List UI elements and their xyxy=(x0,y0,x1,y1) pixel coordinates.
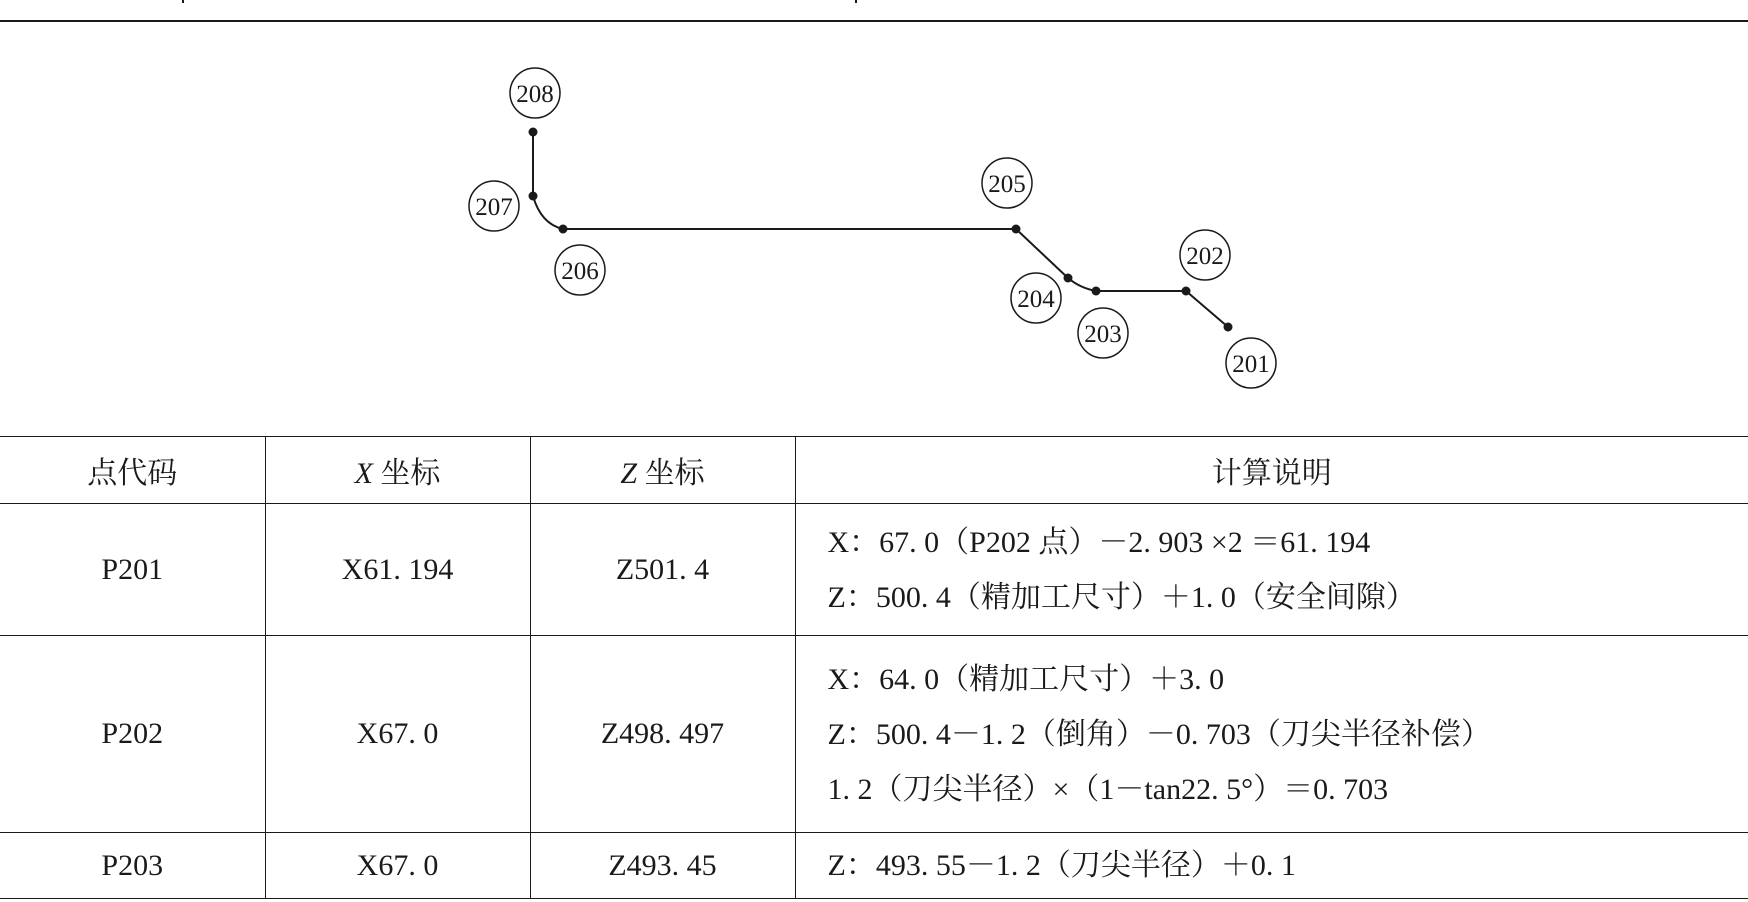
tool-path xyxy=(533,132,1228,327)
calc-line: Z：500. 4（精加工尺寸）＋1. 0（安全间隙） xyxy=(827,580,1416,614)
table-header xyxy=(0,437,1748,504)
point-206 xyxy=(559,225,568,234)
cell-z-value: Z501. 4 xyxy=(530,504,795,636)
point-202 xyxy=(1182,287,1191,296)
calc-line: X：64. 0（精加工尺寸）＋3. 0 xyxy=(827,662,1225,696)
label-204 xyxy=(1011,273,1061,323)
cell-calculation xyxy=(795,636,1748,833)
calc-line: Z：493. 55－1. 2（刀尖半径）＋0. 1 xyxy=(827,849,1296,882)
svg-text:204: 204 xyxy=(1017,286,1055,313)
header-z-variable: Z xyxy=(620,457,638,490)
table-row xyxy=(0,833,1748,899)
svg-text:207: 207 xyxy=(475,194,513,221)
point-207 xyxy=(529,192,538,201)
header-calculation: 计算说明 xyxy=(795,437,1748,504)
label-201 xyxy=(1226,338,1276,388)
coordinate-table xyxy=(0,436,1748,899)
label-206 xyxy=(555,245,605,295)
point-203 xyxy=(1092,287,1101,296)
svg-text:201: 201 xyxy=(1232,351,1270,378)
svg-text:203: 203 xyxy=(1084,321,1122,348)
cell-point-code: P203 xyxy=(0,833,265,899)
path-segment-201-202 xyxy=(1186,291,1228,327)
header-z-coordinate xyxy=(530,437,795,504)
cell-calculation xyxy=(795,833,1748,899)
cell-point-code: P201 xyxy=(0,504,265,636)
label-202 xyxy=(1180,230,1230,280)
path-arc-203-204 xyxy=(1068,278,1096,291)
cell-point-code: P202 xyxy=(0,636,265,833)
svg-text:202: 202 xyxy=(1186,243,1224,270)
header-z-text: 坐标 xyxy=(637,457,705,490)
label-205 xyxy=(982,158,1032,208)
cell-x-value: X67. 0 xyxy=(265,833,530,899)
calc-line: X：67. 0（P202 点）－2. 903 ×2 ＝61. 194 xyxy=(827,525,1371,559)
svg-text:206: 206 xyxy=(561,258,599,285)
point-205 xyxy=(1012,225,1021,234)
label-208 xyxy=(510,68,560,118)
calc-line: Z：500. 4－1. 2（倒角）－0. 703（刀尖半径补偿） xyxy=(827,717,1491,751)
cell-x-value: X61. 194 xyxy=(265,504,530,636)
tool-path-diagram xyxy=(0,0,1748,440)
header-point-code: 点代码 xyxy=(0,437,265,504)
header-x-text: 坐标 xyxy=(372,457,441,490)
point-204 xyxy=(1064,274,1073,283)
path-arc-206-207 xyxy=(533,196,563,229)
header-row xyxy=(0,437,1748,504)
calc-line: 1. 2（刀尖半径）×（1－tan22. 5°）＝0. 703 xyxy=(827,772,1389,806)
cell-x-value: X67. 0 xyxy=(265,636,530,833)
point-201 xyxy=(1224,323,1233,332)
cell-z-value: Z498. 497 xyxy=(530,636,795,833)
point-208 xyxy=(529,128,538,137)
cell-z-value: Z493. 45 xyxy=(530,833,795,899)
path-segment-204-205 xyxy=(1016,229,1068,278)
svg-text:208: 208 xyxy=(516,81,554,108)
cell-calculation xyxy=(795,504,1748,636)
label-203 xyxy=(1078,308,1128,358)
label-207 xyxy=(469,181,519,231)
svg-text:205: 205 xyxy=(988,171,1026,198)
header-x-variable: X xyxy=(354,457,373,490)
header-x-coordinate xyxy=(265,437,530,504)
table-row xyxy=(0,504,1748,636)
table-row xyxy=(0,636,1748,833)
